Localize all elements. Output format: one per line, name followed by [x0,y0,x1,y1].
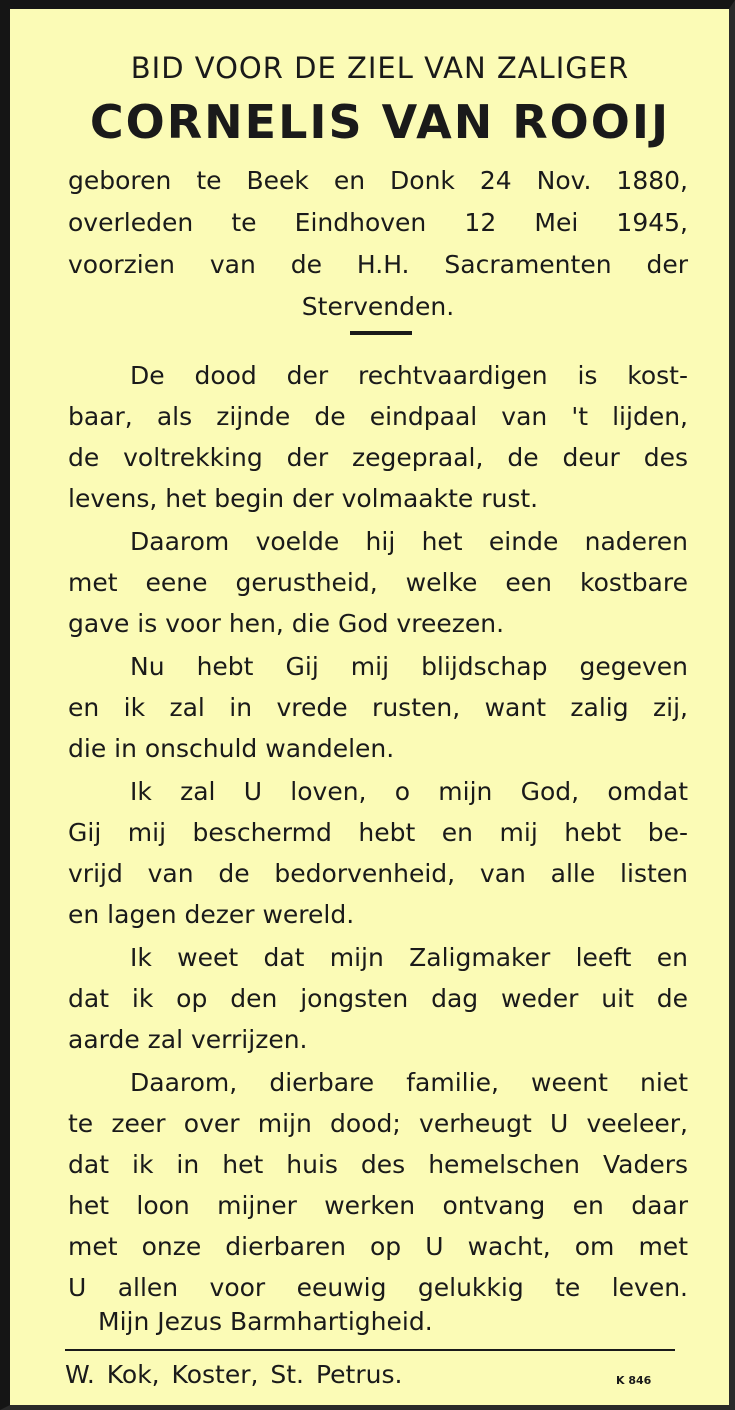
paragraph-line: Daarom voelde hij het einde naderen [130,527,688,556]
paragraph-line: gave is voor hen, die God vreezen. [68,609,505,638]
closing-prayer: Mijn Jezus Barmhartigheid. [98,1307,433,1336]
paragraph-line: Daarom, dierbare familie, weent niet [130,1068,688,1097]
sacraments-line: voorzien van de H.H. Sacramenten der [68,250,688,279]
paragraph-line: met onze dierbaren op U wacht, om met [68,1232,688,1261]
paragraph-line: aarde zal verrijzen. [68,1025,308,1054]
paragraph-line: baar, als zijnde de eindpaal van 't lijden, [68,402,688,431]
paragraph-line: Nu hebt Gij mij blijdschap gegeven [130,652,688,681]
paragraph-line: De dood der rechtvaardigen is kost- [130,361,688,390]
paragraph-line: met eene gerustheid, welke een kostbare [68,568,688,597]
paragraph-line: Gij mij beschermd hebt en mij hebt be- [68,818,688,847]
paragraph-line: vrijd van de bedorvenheid, van alle listen [68,859,688,888]
deceased-name: CORNELIS VAN ROOIJ [89,95,671,149]
paragraph-line: en lagen dezer wereld. [68,900,355,929]
paragraph-line: levens, het begin der volmaakte rust. [68,484,539,513]
birth-line: geboren te Beek en Donk 24 Nov. 1880, [68,166,688,195]
paragraph-line: dat ik op den jongsten dag weder uit de [68,984,688,1013]
paragraph-line: dat ik in het huis des hemelschen Vaders [68,1150,688,1179]
paragraph-line: te zeer over mijn dood; verheugt U veeleer, [68,1109,688,1138]
paragraph-line: het loon mijner werken ontvang en daar [68,1191,688,1220]
death-line: overleden te Eindhoven 12 Mei 1945, [68,208,688,237]
paragraph-line: die in onschuld wandelen. [68,734,395,763]
divider [350,331,412,335]
printer-credit: W. Kok, Koster, St. Petrus. [65,1360,403,1389]
sacraments-line-end: Stervenden. [301,292,455,321]
paragraph-line: de voltrekking der zegepraal, de deur des [68,443,688,472]
paragraph-line: en ik zal in vrede rusten, want zalig zij, [68,693,688,722]
paragraph-line: U allen voor eeuwig gelukkig te leven. [68,1273,688,1302]
paragraph-line: Ik weet dat mijn Zaligmaker leeft en [130,943,688,972]
footer-divider [65,1349,675,1351]
card-subtitle: BID VOOR DE ZIEL VAN ZALIGER [130,51,630,85]
paragraph-line: Ik zal U loven, o mijn God, omdat [130,777,688,806]
print-code: K 846 [616,1374,652,1387]
